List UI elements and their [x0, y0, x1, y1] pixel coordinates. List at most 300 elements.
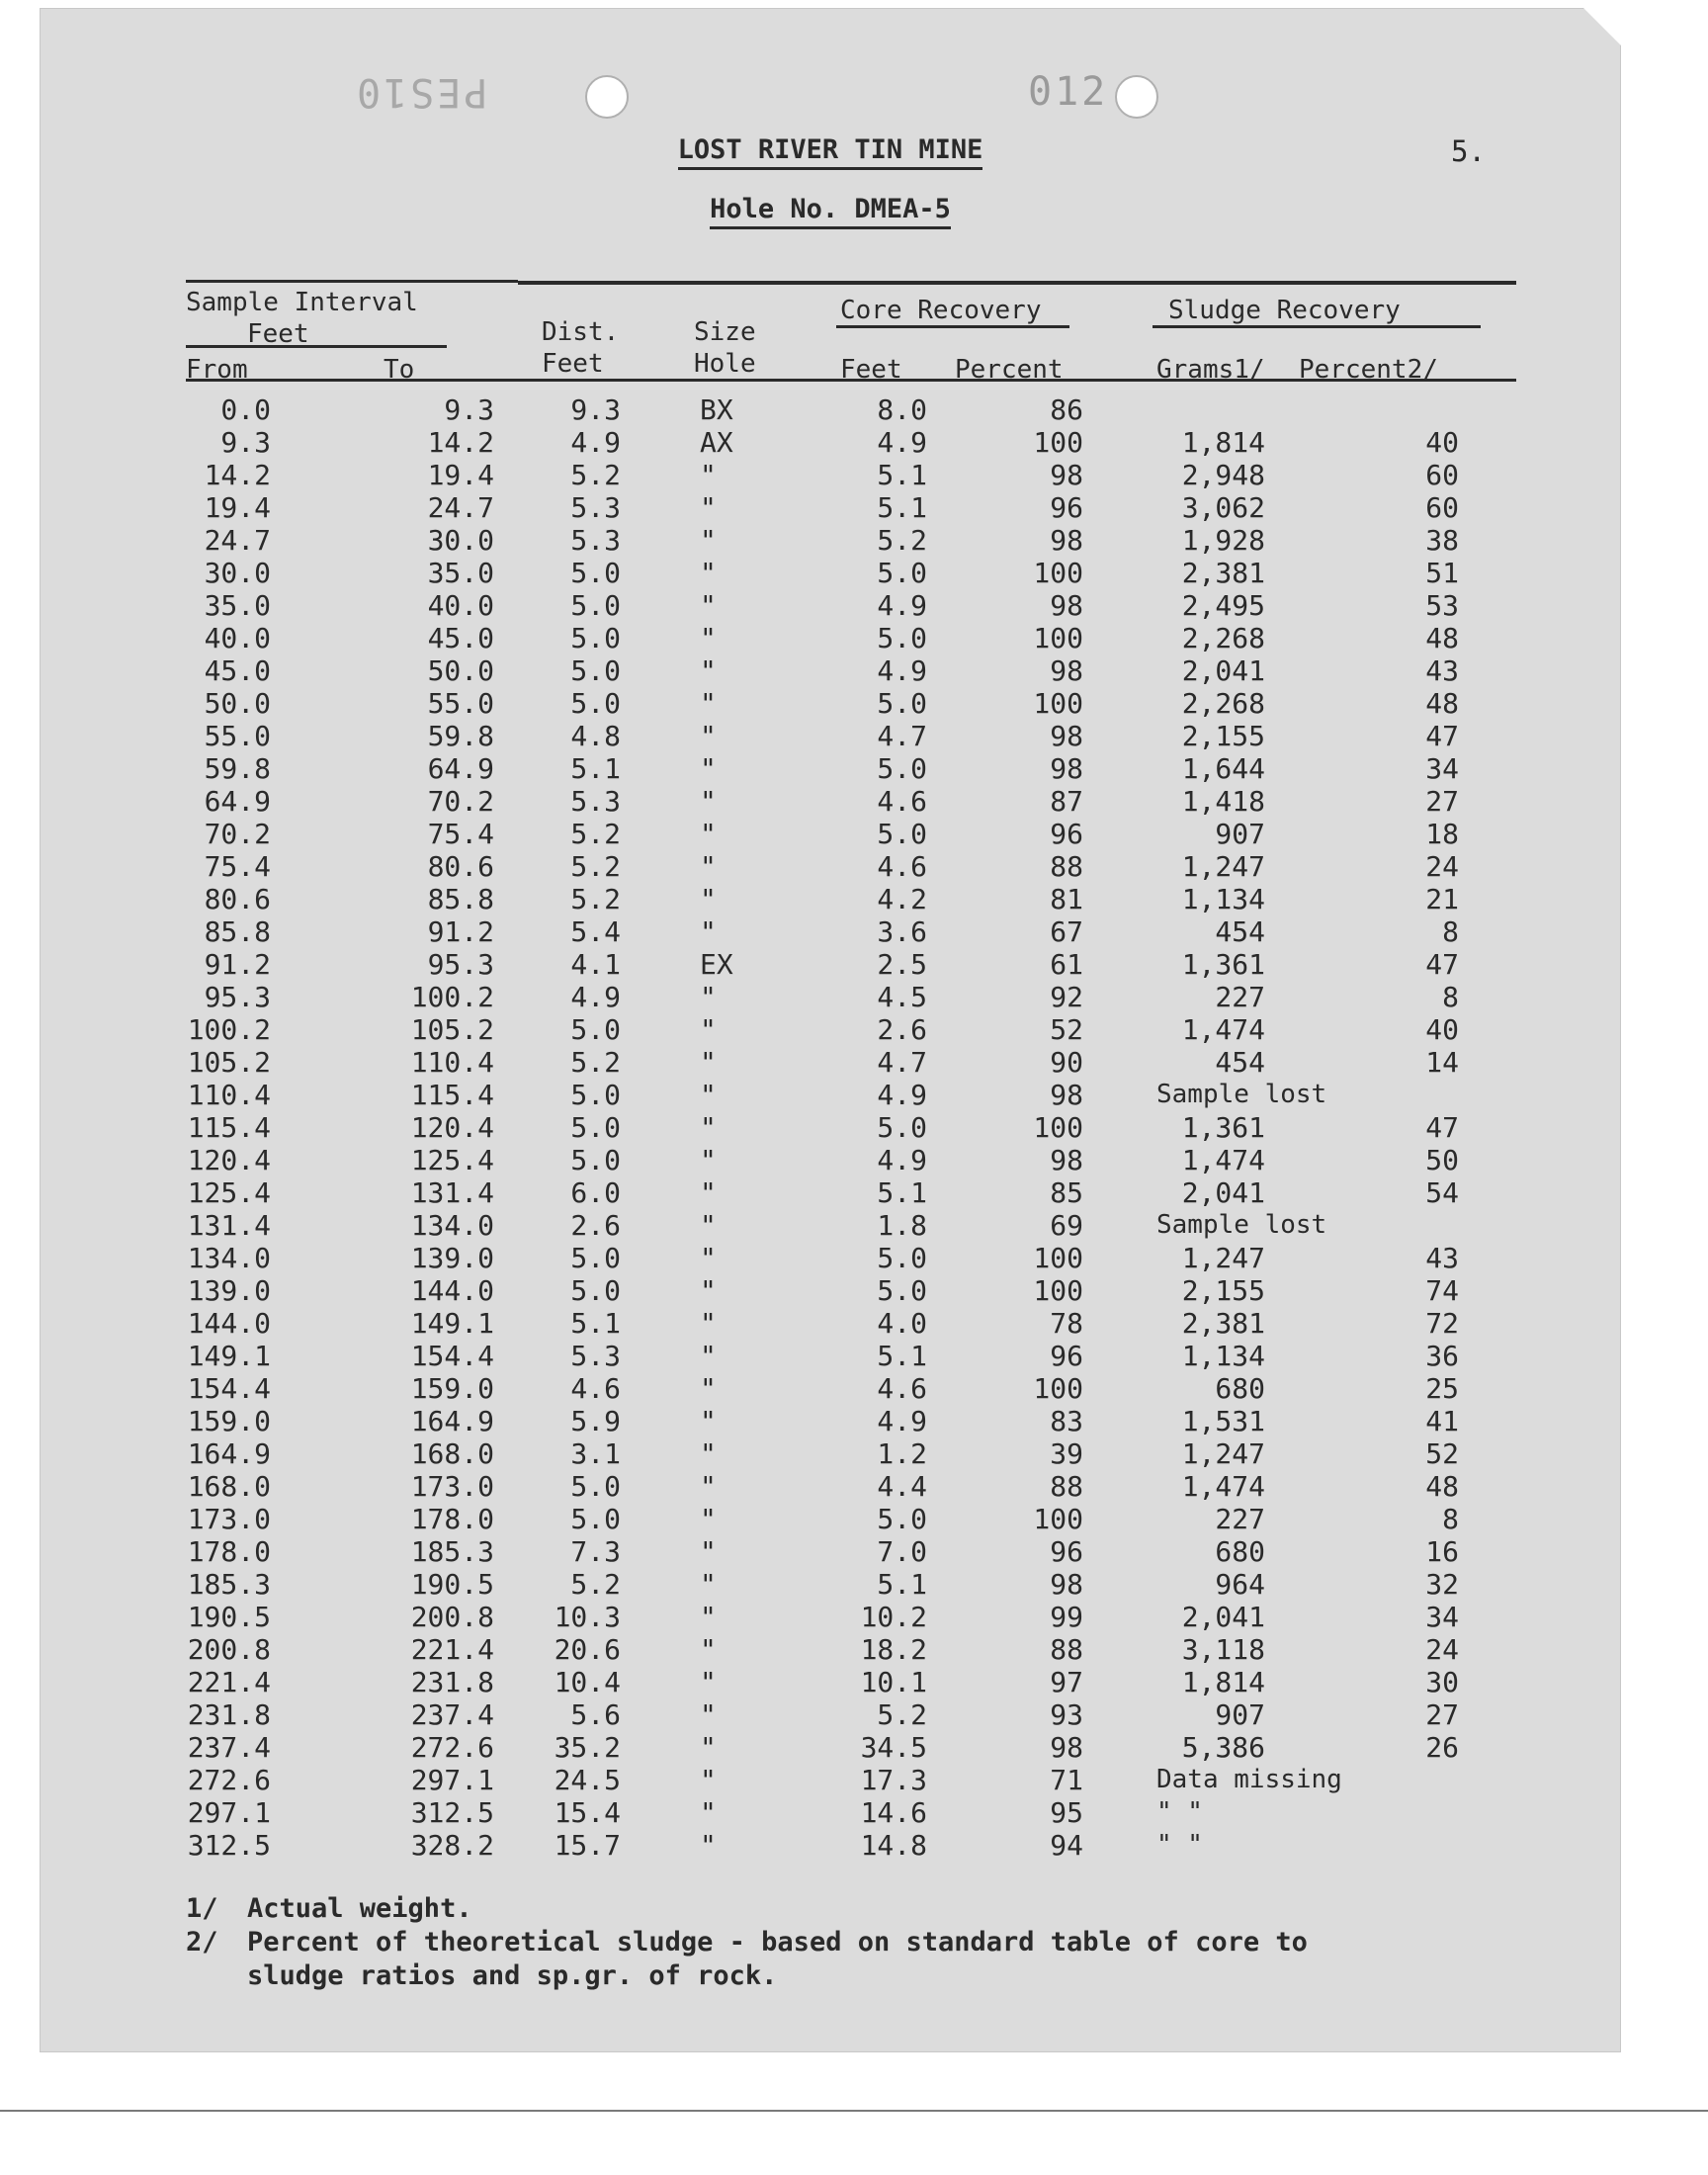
cell-grams: 1,474: [1181, 1470, 1265, 1503]
cell-core-feet: 4.0: [877, 1307, 927, 1340]
cell-size: AX: [700, 426, 733, 459]
header-dist: Dist.: [542, 317, 620, 347]
cell-grams: 1,134: [1181, 883, 1265, 915]
cell-to: 95.3: [427, 948, 494, 981]
cell-core-pct: 90: [1050, 1046, 1083, 1079]
cell-from: 312.5: [187, 1829, 271, 1862]
cell-core-pct: 100: [1033, 557, 1083, 589]
punch-hole-left: [585, 75, 629, 119]
cell-to: 144.0: [410, 1274, 494, 1307]
table-row: [40, 589, 1621, 622]
cell-dist: 4.9: [570, 426, 621, 459]
document-title: LOST RIVER TIN MINE: [40, 134, 1621, 165]
cell-grams: 1,361: [1181, 1111, 1265, 1144]
table-row: [40, 818, 1621, 850]
cell-core-feet: 5.1: [877, 1568, 927, 1601]
cell-to: 164.9: [410, 1405, 494, 1437]
cell-size: EX: [700, 948, 733, 981]
cell-size: ": [700, 1633, 717, 1666]
cell-core-feet: 5.0: [877, 557, 927, 589]
cell-core-feet: 5.0: [877, 1242, 927, 1274]
cell-core-feet: 5.1: [877, 491, 927, 524]
cell-size: ": [700, 459, 717, 491]
cell-core-feet: 4.4: [877, 1470, 927, 1503]
cell-sludge-pct: 21: [1425, 883, 1459, 915]
cell-to: 85.8: [427, 883, 494, 915]
cell-sludge-pct: 36: [1425, 1340, 1459, 1372]
table-row: [40, 752, 1621, 785]
punch-hole-right: [1115, 75, 1158, 119]
cell-core-pct: 98: [1050, 1731, 1083, 1764]
cell-size: ": [700, 1470, 717, 1503]
cell-to: 75.4: [427, 818, 494, 850]
table-row: [40, 1437, 1621, 1470]
cell-to: 221.4: [410, 1633, 494, 1666]
cell-grams: 1,814: [1181, 426, 1265, 459]
cell-to: 14.2: [427, 426, 494, 459]
cell-size: ": [700, 1405, 717, 1437]
header-rule-feet: [186, 345, 447, 348]
cell-to: 139.0: [410, 1242, 494, 1274]
header-hole: Hole: [694, 349, 756, 379]
cell-grams: 1,247: [1181, 850, 1265, 883]
cell-dist: 5.2: [570, 1568, 621, 1601]
cell-core-feet: 4.6: [877, 1372, 927, 1405]
cell-sludge-pct: 24: [1425, 850, 1459, 883]
table-row: [40, 622, 1621, 654]
cell-from: 149.1: [187, 1340, 271, 1372]
cell-to: 30.0: [427, 524, 494, 557]
cell-from: 40.0: [204, 622, 271, 654]
cell-to: 50.0: [427, 654, 494, 687]
cell-size: ": [700, 1437, 717, 1470]
cell-size: BX: [700, 393, 733, 426]
cell-sludge-pct: 26: [1425, 1731, 1459, 1764]
cell-core-feet: 5.2: [877, 1698, 927, 1731]
cell-to: 297.1: [410, 1764, 494, 1796]
cell-size: ": [700, 1568, 717, 1601]
cell-sludge-pct: 47: [1425, 1111, 1459, 1144]
cell-core-feet: 4.9: [877, 1079, 927, 1111]
cell-size: ": [700, 654, 717, 687]
cell-core-pct: 39: [1050, 1437, 1083, 1470]
table-row: [40, 981, 1621, 1013]
cell-core-pct: 52: [1050, 1013, 1083, 1046]
cell-core-pct: 98: [1050, 589, 1083, 622]
cell-grams: 1,531: [1181, 1405, 1265, 1437]
cell-size: ": [700, 1242, 717, 1274]
cell-grams: 907: [1215, 1698, 1265, 1731]
cell-sludge-pct: 52: [1425, 1437, 1459, 1470]
cell-dist: 5.0: [570, 589, 621, 622]
cell-core-feet: 7.0: [877, 1535, 927, 1568]
cell-sludge-pct: 8: [1442, 981, 1459, 1013]
table-row: [40, 1666, 1621, 1698]
cell-dist: 5.3: [570, 785, 621, 818]
cell-to: 159.0: [410, 1372, 494, 1405]
cell-core-feet: 10.2: [860, 1601, 927, 1633]
cell-from: 14.2: [204, 459, 271, 491]
cell-to: 200.8: [410, 1601, 494, 1633]
cell-dist: 5.1: [570, 752, 621, 785]
table-row: [40, 1176, 1621, 1209]
cell-core-pct: 96: [1050, 1340, 1083, 1372]
cell-core-feet: 17.3: [860, 1764, 927, 1796]
cell-size: ": [700, 720, 717, 752]
cell-sludge-pct: 48: [1425, 622, 1459, 654]
cell-size: ": [700, 1079, 717, 1111]
cell-from: 159.0: [187, 1405, 271, 1437]
cell-core-pct: 98: [1050, 1568, 1083, 1601]
cell-size: ": [700, 1796, 717, 1829]
cell-sludge-pct: 60: [1425, 459, 1459, 491]
cell-core-pct: 87: [1050, 785, 1083, 818]
cell-core-feet: 5.1: [877, 459, 927, 491]
table-row: [40, 687, 1621, 720]
cell-sludge-pct: 60: [1425, 491, 1459, 524]
cell-core-feet: 14.6: [860, 1796, 927, 1829]
table-row: [40, 1242, 1621, 1274]
cell-dist: 5.0: [570, 1242, 621, 1274]
cell-sludge-pct: 40: [1425, 426, 1459, 459]
document-page: [40, 8, 1621, 2052]
cell-core-feet: 4.9: [877, 589, 927, 622]
cell-size: ": [700, 1698, 717, 1731]
table-row: [40, 1698, 1621, 1731]
cell-core-feet: 34.5: [860, 1731, 927, 1764]
cell-size: ": [700, 981, 717, 1013]
cell-from: 237.4: [187, 1731, 271, 1764]
table-row: [40, 1013, 1621, 1046]
cell-core-pct: 97: [1050, 1666, 1083, 1698]
scan-bottom-edge: [0, 2110, 1708, 2112]
cell-to: 312.5: [410, 1796, 494, 1829]
cell-core-pct: 100: [1033, 1111, 1083, 1144]
cell-grams: 1,361: [1181, 948, 1265, 981]
cell-size: ": [700, 1764, 717, 1796]
cell-to: 154.4: [410, 1340, 494, 1372]
cell-grams: 2,495: [1181, 589, 1265, 622]
cell-grams: 680: [1215, 1372, 1265, 1405]
cell-from: 105.2: [187, 1046, 271, 1079]
table-row: [40, 720, 1621, 752]
cell-sludge-pct: 34: [1425, 1601, 1459, 1633]
cell-core-feet: 5.0: [877, 1111, 927, 1144]
header-to: To: [384, 355, 415, 385]
cell-from: 164.9: [187, 1437, 271, 1470]
cell-from: 64.9: [204, 785, 271, 818]
cell-from: 45.0: [204, 654, 271, 687]
table-row: [40, 915, 1621, 948]
cell-from: 0.0: [220, 393, 271, 426]
cell-grams: Data missing: [1156, 1765, 1342, 1794]
cell-from: 144.0: [187, 1307, 271, 1340]
cell-to: 35.0: [427, 557, 494, 589]
cell-sludge-pct: 47: [1425, 720, 1459, 752]
cell-dist: 4.1: [570, 948, 621, 981]
cell-core-pct: 69: [1050, 1209, 1083, 1242]
cell-grams: " ": [1156, 1830, 1203, 1860]
cell-from: 131.4: [187, 1209, 271, 1242]
cell-grams: 1,474: [1181, 1144, 1265, 1176]
cell-dist: 5.2: [570, 1046, 621, 1079]
cell-size: ": [700, 1209, 717, 1242]
table-row: [40, 1144, 1621, 1176]
cell-to: 173.0: [410, 1470, 494, 1503]
cell-dist: 10.4: [554, 1666, 621, 1698]
cell-to: 237.4: [410, 1698, 494, 1731]
cell-core-pct: 100: [1033, 426, 1083, 459]
cell-from: 185.3: [187, 1568, 271, 1601]
cell-sludge-pct: 27: [1425, 1698, 1459, 1731]
cell-grams: 1,644: [1181, 752, 1265, 785]
table-row: [40, 1764, 1621, 1796]
cell-core-pct: 93: [1050, 1698, 1083, 1731]
cell-core-pct: 61: [1050, 948, 1083, 981]
footnote-mark-2: 2/: [186, 1927, 218, 1958]
cell-sludge-pct: 53: [1425, 589, 1459, 622]
cell-core-pct: 67: [1050, 915, 1083, 948]
cell-sludge-pct: 8: [1442, 915, 1459, 948]
cell-sludge-pct: 25: [1425, 1372, 1459, 1405]
cell-core-feet: 4.5: [877, 981, 927, 1013]
cell-from: 59.8: [204, 752, 271, 785]
cell-core-feet: 2.5: [877, 948, 927, 981]
cell-dist: 5.3: [570, 1340, 621, 1372]
cell-dist: 2.6: [570, 1209, 621, 1242]
cell-to: 115.4: [410, 1079, 494, 1111]
cell-dist: 15.7: [554, 1829, 621, 1862]
cell-grams: 1,474: [1181, 1013, 1265, 1046]
cell-core-feet: 4.6: [877, 850, 927, 883]
cell-dist: 3.1: [570, 1437, 621, 1470]
page-corner-fold: [1580, 4, 1625, 49]
header-size: Size: [694, 317, 756, 347]
cell-core-pct: 86: [1050, 393, 1083, 426]
cell-core-feet: 5.1: [877, 1176, 927, 1209]
cell-from: 19.4: [204, 491, 271, 524]
cell-core-feet: 4.9: [877, 1144, 927, 1176]
cell-grams: 454: [1215, 1046, 1265, 1079]
cell-core-pct: 98: [1050, 1079, 1083, 1111]
cell-sludge-pct: 54: [1425, 1176, 1459, 1209]
cell-size: ": [700, 1176, 717, 1209]
cell-to: 149.1: [410, 1307, 494, 1340]
cell-core-feet: 1.8: [877, 1209, 927, 1242]
cell-size: ": [700, 1144, 717, 1176]
cell-sludge-pct: 34: [1425, 752, 1459, 785]
cell-grams: 680: [1215, 1535, 1265, 1568]
cell-grams: 2,268: [1181, 622, 1265, 654]
cell-from: 35.0: [204, 589, 271, 622]
table-row: [40, 1796, 1621, 1829]
footnote-text-2-cont: sludge ratios and sp.gr. of rock.: [247, 1960, 778, 1991]
cell-to: 80.6: [427, 850, 494, 883]
cell-dist: 5.1: [570, 1307, 621, 1340]
cell-to: 178.0: [410, 1503, 494, 1535]
cell-from: 100.2: [187, 1013, 271, 1046]
table-row: [40, 883, 1621, 915]
cell-to: 24.7: [427, 491, 494, 524]
header-rule-sample: [186, 280, 518, 283]
cell-sludge-pct: 74: [1425, 1274, 1459, 1307]
cell-dist: 15.4: [554, 1796, 621, 1829]
cell-from: 9.3: [220, 426, 271, 459]
cell-grams: 2,268: [1181, 687, 1265, 720]
cell-size: ": [700, 785, 717, 818]
cell-dist: 5.2: [570, 883, 621, 915]
table-row: [40, 426, 1621, 459]
cell-sludge-pct: 14: [1425, 1046, 1459, 1079]
cell-dist: 9.3: [570, 393, 621, 426]
cell-size: ": [700, 557, 717, 589]
cell-sludge-pct: 38: [1425, 524, 1459, 557]
cell-sludge-pct: 51: [1425, 557, 1459, 589]
cell-dist: 5.0: [570, 654, 621, 687]
cell-to: 125.4: [410, 1144, 494, 1176]
cell-grams: 2,381: [1181, 1307, 1265, 1340]
table-row: [40, 785, 1621, 818]
header-core-feet: Feet: [840, 355, 902, 385]
cell-from: 139.0: [187, 1274, 271, 1307]
cell-from: 125.4: [187, 1176, 271, 1209]
cell-to: 59.8: [427, 720, 494, 752]
table-row: [40, 393, 1621, 426]
cell-sludge-pct: 27: [1425, 785, 1459, 818]
cell-grams: 2,381: [1181, 557, 1265, 589]
cell-size: ": [700, 915, 717, 948]
cell-from: 200.8: [187, 1633, 271, 1666]
cell-to: 64.9: [427, 752, 494, 785]
cell-from: 272.6: [187, 1764, 271, 1796]
cell-core-feet: 10.1: [860, 1666, 927, 1698]
cell-from: 80.6: [204, 883, 271, 915]
table-row: [40, 1111, 1621, 1144]
cell-dist: 5.3: [570, 491, 621, 524]
cell-dist: 20.6: [554, 1633, 621, 1666]
cell-core-pct: 81: [1050, 883, 1083, 915]
cell-core-feet: 5.0: [877, 687, 927, 720]
cell-core-feet: 4.9: [877, 654, 927, 687]
cell-grams: 5,386: [1181, 1731, 1265, 1764]
cell-dist: 5.0: [570, 1470, 621, 1503]
cell-to: 120.4: [410, 1111, 494, 1144]
cell-to: 131.4: [410, 1176, 494, 1209]
cell-size: ": [700, 1274, 717, 1307]
cell-sludge-pct: 32: [1425, 1568, 1459, 1601]
cell-from: 30.0: [204, 557, 271, 589]
stamp-left: PES10: [354, 69, 488, 115]
cell-from: 120.4: [187, 1144, 271, 1176]
cell-core-feet: 18.2: [860, 1633, 927, 1666]
cell-core-pct: 95: [1050, 1796, 1083, 1829]
table-row: [40, 1535, 1621, 1568]
cell-to: 70.2: [427, 785, 494, 818]
cell-core-pct: 98: [1050, 752, 1083, 785]
page-number: 5.: [1451, 134, 1486, 168]
cell-dist: 5.0: [570, 557, 621, 589]
cell-core-feet: 1.2: [877, 1437, 927, 1470]
table-row: [40, 850, 1621, 883]
cell-dist: 5.0: [570, 1079, 621, 1111]
cell-grams: Sample lost: [1156, 1080, 1327, 1109]
cell-core-pct: 71: [1050, 1764, 1083, 1796]
cell-to: 110.4: [410, 1046, 494, 1079]
cell-from: 173.0: [187, 1503, 271, 1535]
cell-grams: 1,814: [1181, 1666, 1265, 1698]
cell-grams: 2,041: [1181, 1601, 1265, 1633]
cell-from: 190.5: [187, 1601, 271, 1633]
cell-grams: " ": [1156, 1797, 1203, 1827]
cell-dist: 5.3: [570, 524, 621, 557]
cell-dist: 5.4: [570, 915, 621, 948]
cell-core-pct: 100: [1033, 1372, 1083, 1405]
cell-from: 221.4: [187, 1666, 271, 1698]
cell-size: ": [700, 883, 717, 915]
cell-core-feet: 3.6: [877, 915, 927, 948]
cell-core-pct: 88: [1050, 850, 1083, 883]
cell-grams: 1,418: [1181, 785, 1265, 818]
cell-core-feet: 4.7: [877, 720, 927, 752]
cell-dist: 5.6: [570, 1698, 621, 1731]
cell-dist: 35.2: [554, 1731, 621, 1764]
cell-core-pct: 98: [1050, 720, 1083, 752]
cell-to: 231.8: [410, 1666, 494, 1698]
cell-size: ": [700, 1013, 717, 1046]
cell-size: ": [700, 589, 717, 622]
cell-grams: 1,247: [1181, 1437, 1265, 1470]
cell-grams: 227: [1215, 981, 1265, 1013]
cell-from: 75.4: [204, 850, 271, 883]
cell-sludge-pct: 47: [1425, 948, 1459, 981]
cell-core-pct: 92: [1050, 981, 1083, 1013]
cell-size: ": [700, 850, 717, 883]
cell-size: ": [700, 818, 717, 850]
table-row: [40, 1372, 1621, 1405]
cell-sludge-pct: 40: [1425, 1013, 1459, 1046]
table-row: [40, 1731, 1621, 1764]
cell-from: 178.0: [187, 1535, 271, 1568]
cell-to: 190.5: [410, 1568, 494, 1601]
cell-to: 134.0: [410, 1209, 494, 1242]
cell-grams: 2,948: [1181, 459, 1265, 491]
cell-core-pct: 100: [1033, 1242, 1083, 1274]
cell-core-pct: 83: [1050, 1405, 1083, 1437]
cell-sludge-pct: 41: [1425, 1405, 1459, 1437]
cell-grams: 1,134: [1181, 1340, 1265, 1372]
cell-to: 19.4: [427, 459, 494, 491]
cell-grams: 1,247: [1181, 1242, 1265, 1274]
table-row: [40, 1274, 1621, 1307]
cell-dist: 5.0: [570, 1503, 621, 1535]
table-row: [40, 1470, 1621, 1503]
header-from: From: [186, 355, 248, 385]
cell-to: 9.3: [444, 393, 494, 426]
header-feet: Feet: [247, 319, 309, 349]
cell-size: ": [700, 1372, 717, 1405]
table-row: [40, 1307, 1621, 1340]
cell-core-pct: 96: [1050, 491, 1083, 524]
cell-core-feet: 4.9: [877, 1405, 927, 1437]
cell-size: ": [700, 1307, 717, 1340]
table-row: [40, 524, 1621, 557]
cell-dist: 5.0: [570, 1013, 621, 1046]
table-row: [40, 1079, 1621, 1111]
cell-dist: 24.5: [554, 1764, 621, 1796]
cell-sludge-pct: 16: [1425, 1535, 1459, 1568]
cell-sludge-pct: 30: [1425, 1666, 1459, 1698]
header-sludge-recovery: Sludge Recovery: [1168, 296, 1401, 325]
